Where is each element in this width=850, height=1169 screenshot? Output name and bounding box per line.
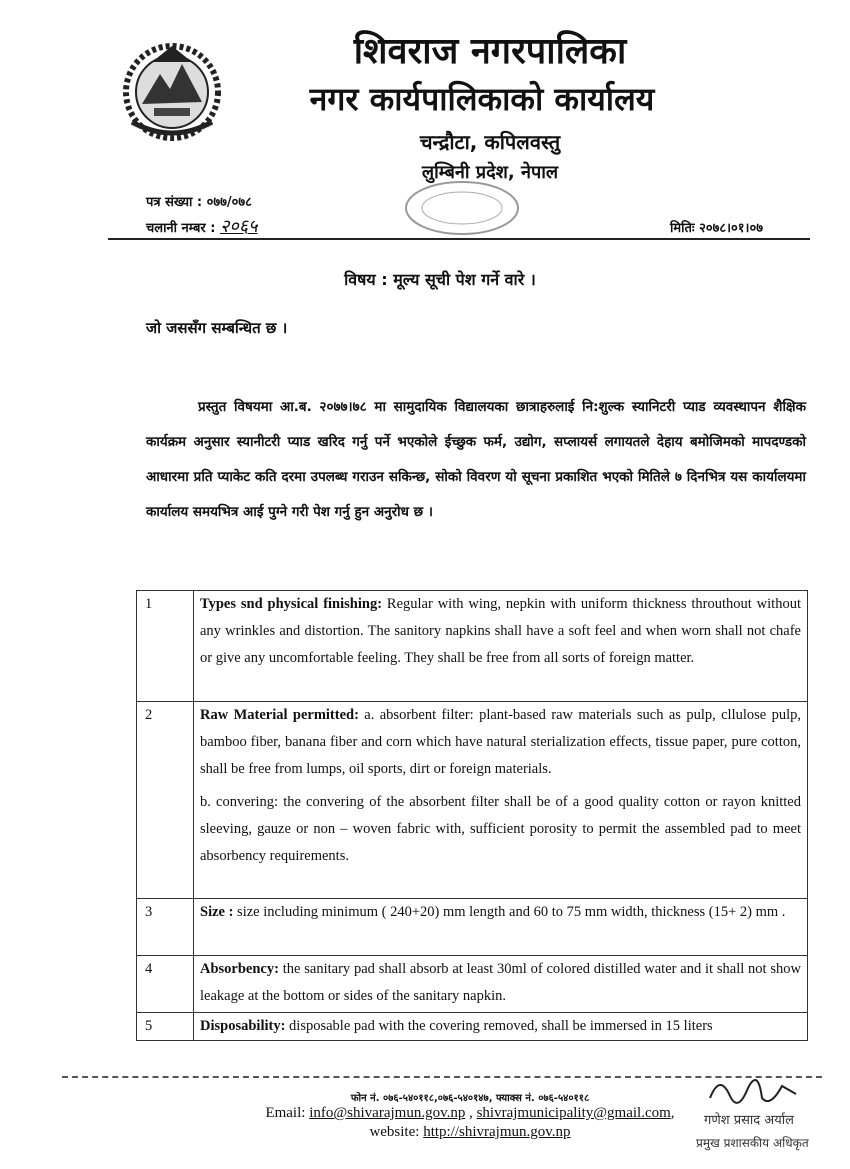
row-description [194,956,808,1013]
row-text: a. absorbent filter: plant-based raw materials such as pulp, cllulose pulp, bamboo fiber, banana fiber and corn which have natural sterialization effects, tissue paper, pure cotton, shall be free from lumps, oil sports, dirt or foreign materials. [200,707,801,777]
office-name: नगर कार्यपालिकाको कार्यालय [309,80,655,118]
row-text: disposable pad with the covering removed, shall be immersed in 15 liters [285,1018,713,1034]
footer-phone: फोन नं. ०७६-५४०११८,०७६-५४०१४७, फ्याक्स नं. ०७६-५४०११८ [350,1093,590,1104]
table-row [137,899,808,956]
row-text: Regular with wing, nepkin with uniform thickness throuthout without any wrinkles and distortion. The sanitory napkins shall have a soft feel and when worn shall not chafe or give any uncomfortable feeling. They shall be free from all sorts of foreign matter. [200,596,801,666]
website-label: website: [369,1124,420,1140]
office-stamp [388,180,536,244]
salutation: जो जससँग सम्बन्धित छ । [146,319,288,337]
footer-email [220,1105,720,1122]
row-text: the sanitary pad shall absorb at least 30ml of colored distilled water and it shall not show leakage at the bottom or sides of the sanitary napkin. [200,961,801,1004]
signatory-name: गणेश प्रसाद अर्याल [704,1113,794,1128]
table-row [137,956,808,1013]
specification-table [136,590,808,1041]
dispatch-number [146,214,257,238]
row-description [194,591,808,702]
address-line-1: चन्द्रौटा, कपिलवस्तु [419,130,561,154]
website-link[interactable]: http://shivrajmun.gov.np [423,1124,571,1140]
table-row [137,702,808,899]
table-row [137,591,808,702]
letter-date: मितिः २०७८।०१।०७ [670,221,764,236]
row-label: Raw Material permitted: [200,707,359,723]
row-number: 5 [137,1013,194,1041]
header-divider [108,238,810,240]
row-label: Size : [200,904,234,920]
row-description [194,702,808,899]
notice-body-text: प्रस्तुत विषयमा आ.ब. २०७७।७८ मा सामुदायिक विद्यालयका छात्राहरुलाई नि:शुल्क स्यानिटरी प्याड व्यवस्थापन शैक्षिक कार्यक्रम अनुसार स्यानीटरी प्याड खरिद गर्नु पर्ने भएकोले ईच्छुक फर्म, उद्योग, सप्लायर्स लगायतले देहाय बमोजिमको मापदण्डको आधारमा प्रति प्याकेट कति दरमा उपलब्ध गराउन सकिन्छ, सोको विवरण यो सूचना प्रकाशित भएको मितिले ७ दिनभित्र यस कार्यालयमा कार्यालय समयभित्र आई पुग्ने गरी पेश गर्नु हुन अनुरोध छ । [146,399,806,520]
email-end: , [670,1105,675,1121]
row-number: 2 [137,702,194,899]
letter-number: पत्र संख्या : ०७७/०७८ [146,195,252,210]
email-separator: , [465,1105,477,1121]
municipality-emblem-logo [112,34,232,144]
row-description [194,1013,808,1041]
row-text-continued: b. convering: the convering of the absorbent filter shall be of a good quality cotton or rayon knitted sleeving, gauze or non – woven fabric with, sufficient porosity to permit the assembled pad to meet absorbency requirements. [200,794,801,864]
table-row [137,1013,808,1041]
email-link-1[interactable]: info@shivarajmun.gov.np [309,1105,466,1121]
subject-line: विषय : मूल्य सूची पेश गर्ने वारे । [344,270,536,289]
row-label: Types snd physical finishing: [200,596,383,612]
dispatch-handwritten-value: २०६५ [219,216,258,237]
email-link-2[interactable]: shivrajmunicipality@gmail.com [476,1105,671,1121]
row-label: Absorbency: [200,961,279,977]
row-text: size including minimum ( 240+20) mm length and 60 to 75 mm width, thickness (15+ 2) mm . [233,904,786,920]
row-description [194,899,808,956]
municipality-name: शिवराज नगरपालिका [353,31,627,72]
dispatch-label: चलानी नम्बर : [146,221,216,236]
address-line-2: लुम्बिनी प्रदेश, नेपाल [421,162,559,183]
row-number: 3 [137,899,194,956]
notice-body [146,390,806,530]
footer-website [220,1124,720,1141]
row-number: 4 [137,956,194,1013]
signatory-title: प्रमुख प्रशासकीय अधिकृत [696,1136,809,1150]
email-label: Email: [265,1105,306,1121]
row-number: 1 [137,591,194,702]
row-label: Disposability: [200,1018,286,1034]
